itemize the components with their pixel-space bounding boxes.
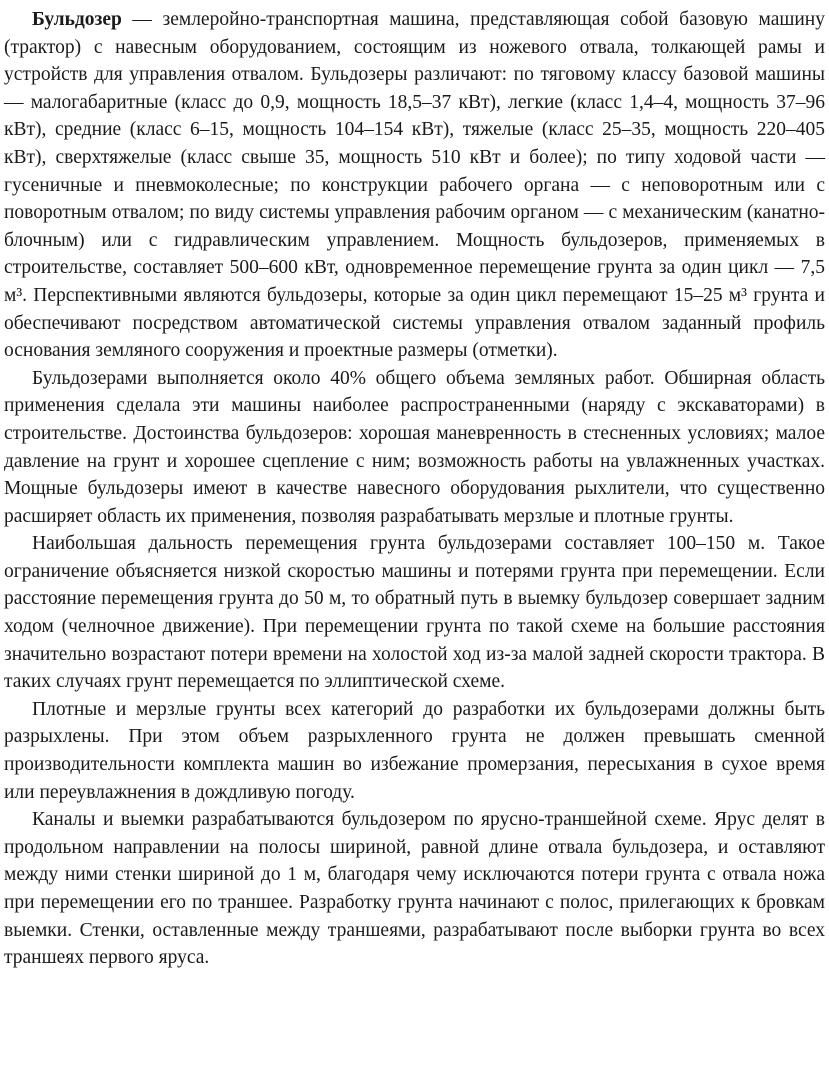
paragraph-advantages: Бульдозерами выполняется около 40% общего объема земляных работ. Обширная область применения сделала эти машины наиболее распространенными (наряду с экскаваторами) в строительстве. Достоинства бульдозеров: хорошая маневренность в стесненных условиях; малое давление на грунт и хорошее сцепление с ним; возможность работы на увлажненных участках. Мощные бульдозеры имеют в качестве навесного оборудования рыхлители, что существенно расширяет область их применения, позволяя разрабатывать мерзлые и плотные грунты. <box>4 367 825 527</box>
paragraph-frozen-soils: Плотные и мерзлые грунты всех категорий до разработки их бульдозерами должны быть разрыхлены. При этом объем разрыхленного грунта не должен превышать сменной производительности комплекта машин во избежание промерзания, пересыхания в сухое время или переувлажнения в дождливую погоду. <box>4 698 825 803</box>
paragraph-channels: Каналы и выемки разрабатываются бульдозером по ярусно-траншейной схеме. Ярус делят в продольном направлении на полосы шириной, равной длине отвала бульдозера, и оставляют между ними стенки шириной до 1 м, благодаря чему исключаются потери грунта с отвала ножа при перемещении его по траншее. Разработку грунта начинают с полос, прилегающих к бровкам выемки. Стенки, оставленные между траншеями, разрабатывают после выборки грунта во всех траншеях первого яруса. <box>4 809 825 969</box>
paragraph-distance: Наибольшая дальность перемещения грунта бульдозерами составляет 100–150 м. Такое ограничение объясняется низкой скоростью машины и потерями грунта при перемещении. Если расстояние перемещения грунта до 50 м, то обратный путь в выемку бульдозер совершает задним ходом (челночное движение). При перемещении грунта по такой схеме на большие расстояния значительно возрастают потери времени на холостой ход из-за малой задней скорости трактора. В таких случаях грунт перемещается по эллиптической схеме. <box>4 533 825 693</box>
paragraph-definition <box>4 6 825 365</box>
paragraph-definition-text: — землеройно-транспортная машина, представляющая собой базовую машину (трактор) с навесным оборудованием, состоящим из ножевого отвала, толкающей рамы и устройств для управления отвалом. Бульдозеры различают: по тяговому классу базовой машины — малогабаритные (класс до 0,9, мощность 18,5–37 кВт), легкие (класс 1,4–4, мощность 37–96 кВт), средние (класс 6–15, мощность 104–154 кВт), тяжелые (класс 25–35, мощность 220–405 кВт), сверхтяжелые (класс свыше 35, мощность 510 кВт и более); по типу ходовой части — гусеничные и пневмоколесные; по конструкции рабочего органа — с неповоротным или с поворотным отвалом; по виду системы управления рабочим органом — с механическим (канатно-блочным) или с гидравлическим управлением. Мощность бульдозеров, применяемых в строительстве, составляет 500–600 кВт, одновременное перемещение грунта за один цикл — 7,5 м³. Перспективными являются бульдозеры, которые за один цикл перемещают 15–25 м³ грунта и обеспечивают посредством автоматической системы управления отвалом заданный профиль основания земляного сооружения и проектные размеры (отметки). <box>4 9 825 362</box>
term-bulldozer: Бульдозер <box>32 9 122 30</box>
